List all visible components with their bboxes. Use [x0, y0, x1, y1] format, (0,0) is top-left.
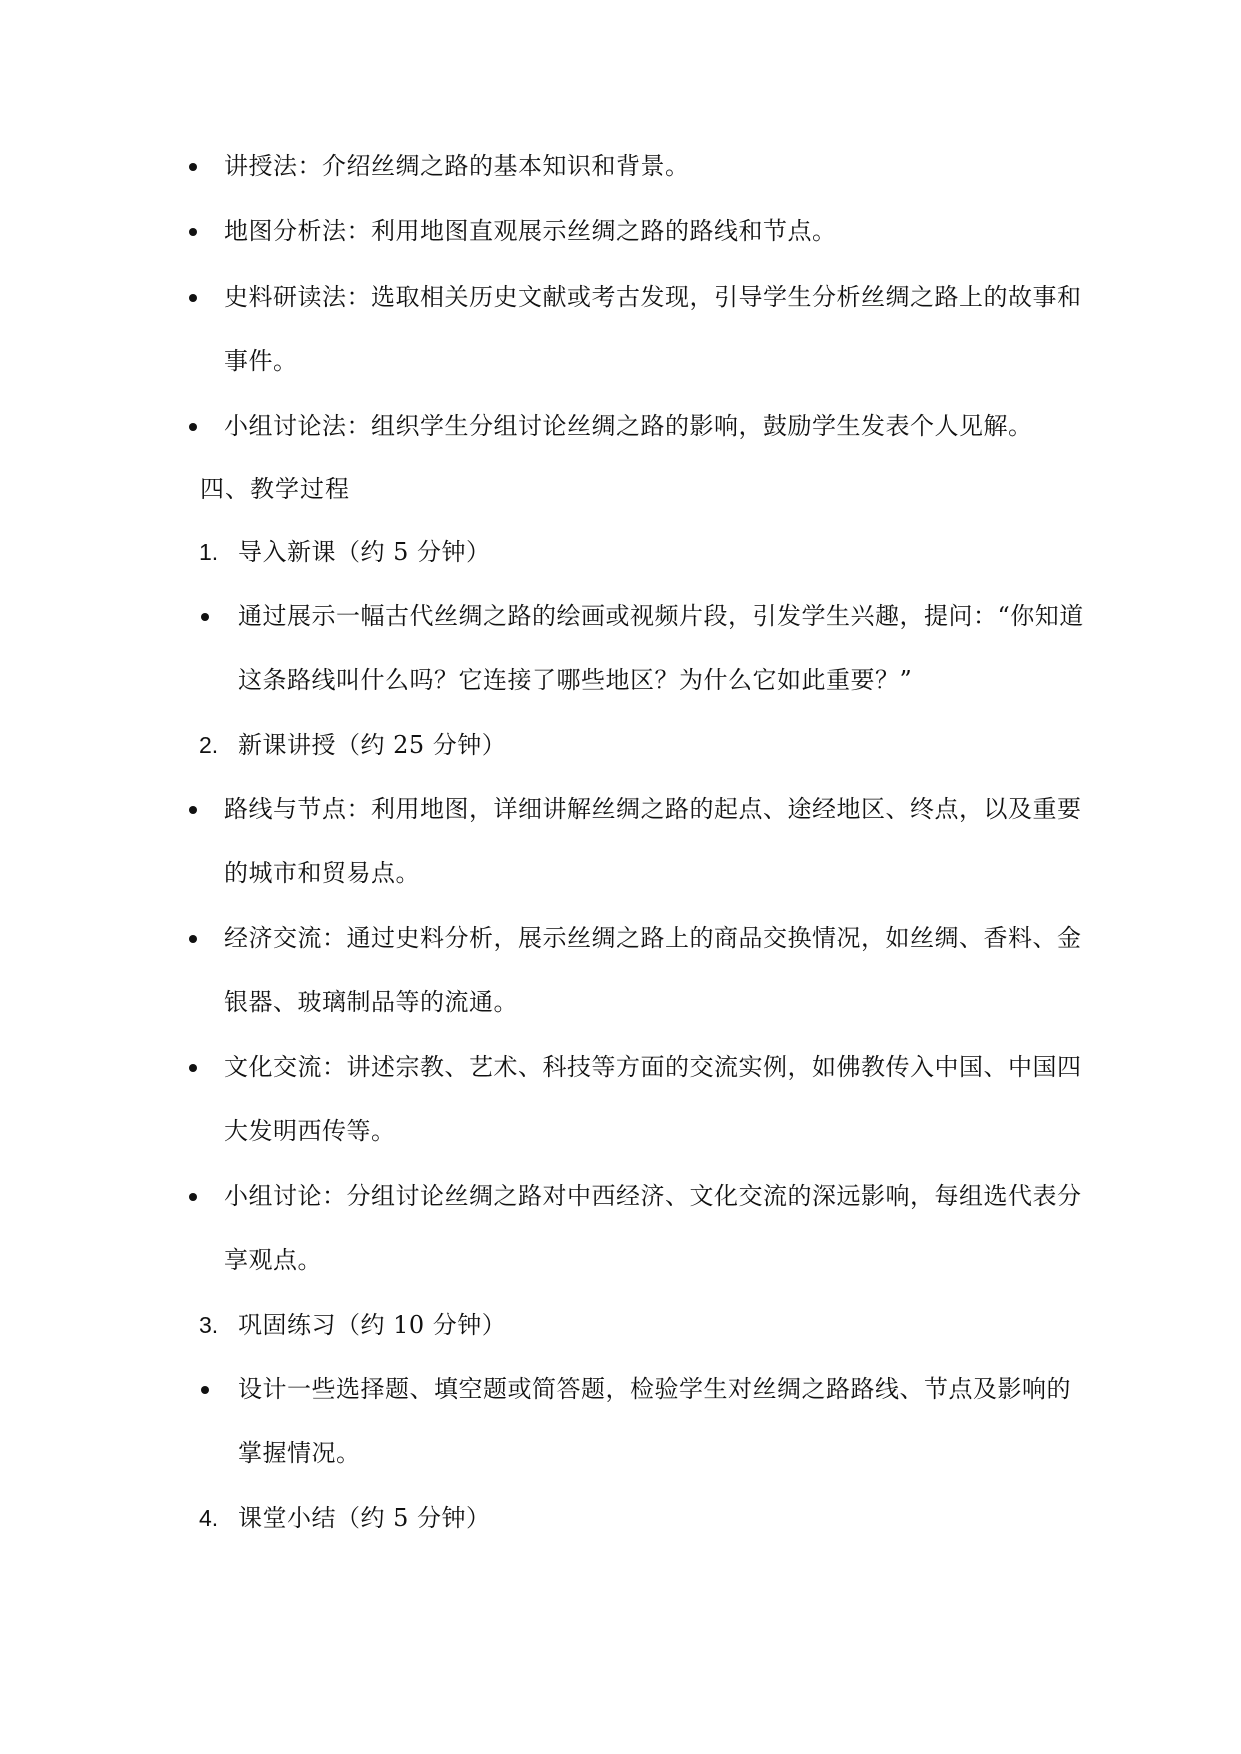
step-bullet: 小组讨论：分组讨论丝绸之路对中西经济、文化交流的深远影响，每组选代表分	[224, 1182, 1082, 1210]
method-item: 史料研读法：选取相关历史文献或考古发现，引导学生分析丝绸之路上的故事和	[224, 283, 1082, 311]
step-bullet: 设计一些选择题、填空题或简答题，检验学生对丝绸之路路线、节点及影响的	[238, 1375, 1071, 1403]
bullet-icon	[189, 163, 197, 171]
bullet-icon	[189, 228, 197, 236]
step-bullet: 路线与节点：利用地图，详细讲解丝绸之路的起点、途经地区、终点，以及重要	[224, 795, 1082, 823]
method-item-continuation: 事件。	[224, 347, 298, 375]
bullet-icon	[189, 294, 197, 302]
step-number: 1.	[199, 539, 219, 565]
step-bullet-continuation: 享观点。	[224, 1246, 322, 1274]
bullet-icon	[189, 806, 197, 814]
step-bullet: 文化交流：讲述宗教、艺术、科技等方面的交流实例，如佛教传入中国、中国四	[224, 1053, 1082, 1081]
section-heading: 四、教学过程	[200, 475, 350, 503]
step-number: 4.	[199, 1505, 219, 1531]
step-title: 导入新课（约 5 分钟）	[238, 538, 491, 566]
method-item: 讲授法：介绍丝绸之路的基本知识和背景。	[224, 152, 690, 180]
step-title: 巩固练习（约 10 分钟）	[238, 1311, 507, 1339]
bullet-icon	[201, 613, 209, 621]
step-bullet-continuation: 的城市和贸易点。	[224, 859, 420, 887]
bullet-icon	[201, 1386, 209, 1394]
step-bullet-continuation: 这条路线叫什么吗？它连接了哪些地区？为什么它如此重要？”	[238, 666, 913, 694]
step-bullet-continuation: 掌握情况。	[238, 1439, 361, 1467]
bullet-icon	[189, 1193, 197, 1201]
step-bullet-continuation: 银器、玻璃制品等的流通。	[224, 988, 518, 1016]
method-item: 地图分析法：利用地图直观展示丝绸之路的路线和节点。	[224, 217, 837, 245]
bullet-icon	[189, 1064, 197, 1072]
step-title: 新课讲授（约 25 分钟）	[238, 731, 507, 759]
step-title: 课堂小结（约 5 分钟）	[238, 1504, 491, 1532]
step-bullet: 通过展示一幅古代丝绸之路的绘画或视频片段，引发学生兴趣，提问：“你知道	[238, 602, 1084, 630]
method-item: 小组讨论法：组织学生分组讨论丝绸之路的影响，鼓励学生发表个人见解。	[224, 412, 1033, 440]
step-bullet-continuation: 大发明西传等。	[224, 1117, 396, 1145]
bullet-icon	[189, 423, 197, 431]
step-number: 2.	[199, 732, 219, 758]
bullet-icon	[189, 935, 197, 943]
step-bullet: 经济交流：通过史料分析，展示丝绸之路上的商品交换情况，如丝绸、香料、金	[224, 924, 1082, 952]
step-number: 3.	[199, 1312, 219, 1338]
